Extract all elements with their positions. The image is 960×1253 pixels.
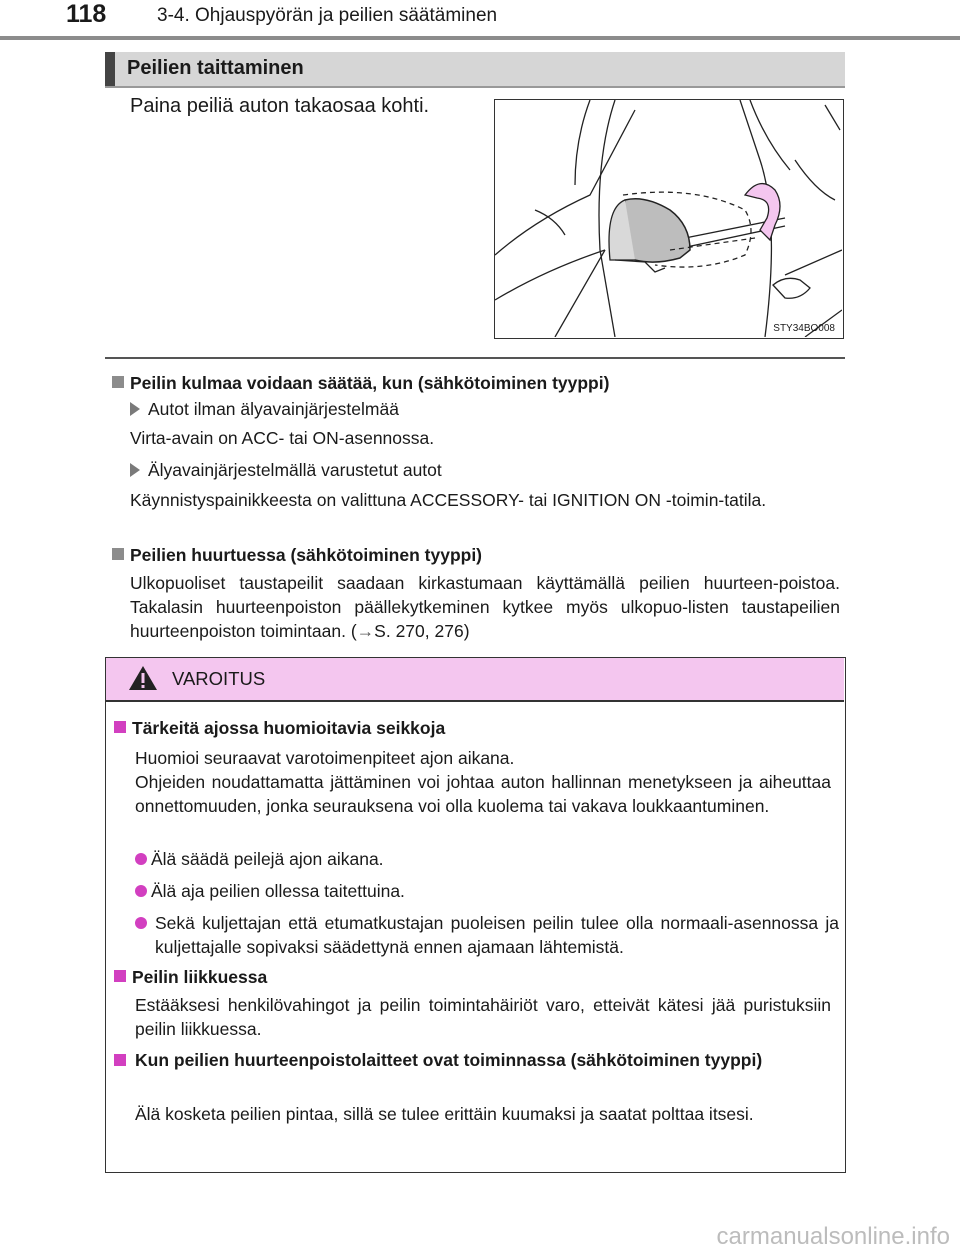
sub-item-text: Käynnistyspainikkeesta on valittuna ACCESSORY- tai IGNITION ON -toimin-tatila. xyxy=(130,490,767,510)
watermark: carmanualsonline.info xyxy=(716,1223,950,1250)
dot-bullet-icon xyxy=(135,885,147,897)
warning-triangle-icon xyxy=(128,665,158,691)
reference-arrow-icon: → xyxy=(356,621,375,641)
sub-item xyxy=(130,458,442,482)
warning-bullet-text: Älä säädä peilejä ajon aikana. xyxy=(151,849,384,869)
note-text xyxy=(130,571,840,643)
warning-header xyxy=(106,658,844,700)
warning-title: VAROITUS xyxy=(172,668,266,689)
sub-item-label: Älyavainjärjestelmällä varustetut autot xyxy=(148,460,442,480)
note-body: Ulkopuoliset taustapeilit saadaan kirkastumaan käyttämällä peilien huurteen-poistoa. Takalasin huurteenpoiston päällekytkeminen kytkee myös ulkopuo-listen taustapeilien huurteenpoiston toimintaan. ( xyxy=(130,573,840,641)
page-reference: S. 270, 276) xyxy=(374,621,470,641)
fold-arrow-icon xyxy=(745,184,780,240)
arrow-bullet-icon xyxy=(130,402,140,416)
warning-text: Ohjeiden noudattamatta jättäminen voi johtaa auton hallinnan menetykseen ja aiheuttaa onnettomuuden, jonka seurauksena voi olla kuolema tai vakava loukkaantuminen. xyxy=(135,772,831,816)
warning-heading xyxy=(114,716,445,740)
warning-bullet xyxy=(135,911,839,959)
mirror-illustration xyxy=(494,99,844,339)
sub-item-text: Virta-avain on ACC- tai ON-asennossa. xyxy=(130,428,435,448)
dot-bullet-icon xyxy=(135,917,147,929)
square-bullet-icon xyxy=(114,1054,126,1066)
section-heading xyxy=(105,52,845,86)
warning-text: Älä kosketa peilien pintaa, sillä se tulee erittäin kuumaksi ja saatat polttaa itsesi. xyxy=(135,1104,754,1124)
warning-rule xyxy=(106,700,844,702)
sub-item-label: Autot ilman älyavainjärjestelmää xyxy=(148,399,399,419)
dot-bullet-icon xyxy=(135,853,147,865)
note-heading-text: Peilien huurtuessa (sähkötoiminen tyyppi) xyxy=(130,545,483,565)
section-heading-bar xyxy=(105,52,115,86)
warning-text: Estääksesi henkilövahingot ja peilin toimintahäiriöt varo, etteivät kätesi jää puristuksiin peilin liikkuessa. xyxy=(135,995,831,1039)
warning-heading xyxy=(114,965,267,989)
warning-heading-text: Kun peilien huurteenpoistolaitteet ovat toiminnassa (sähkötoiminen tyyppi) xyxy=(135,1050,763,1070)
note-heading-text: Peilin kulmaa voidaan säätää, kun (sähkötoiminen tyyppi) xyxy=(130,373,610,393)
warning-heading-text: Tärkeitä ajossa huomioitavia seikkoja xyxy=(132,718,446,738)
square-bullet-icon xyxy=(114,970,126,982)
section-title: Peilien taittaminen xyxy=(127,57,304,79)
warning-bullet xyxy=(135,847,384,871)
section-rule xyxy=(105,86,845,88)
mirror-drawing xyxy=(495,100,842,337)
warning-bullet xyxy=(135,879,405,903)
square-bullet-icon xyxy=(112,548,124,560)
figure-code: STY34BO008 xyxy=(773,323,835,334)
warning-bullet-text: Älä aja peilien ollessa taitettuina. xyxy=(151,881,405,901)
warning-text: Huomioi seuraavat varotoimenpiteet ajon aikana. xyxy=(135,748,515,768)
chapter-title: 3-4. Ohjauspyörän ja peilien säätäminen xyxy=(157,5,498,26)
note-heading xyxy=(112,371,609,395)
page-number: 118 xyxy=(66,0,107,28)
square-bullet-icon xyxy=(114,721,126,733)
intro-text: Paina peiliä auton takaosaa kohti. xyxy=(130,95,430,117)
arrow-bullet-icon xyxy=(130,463,140,477)
sub-item xyxy=(130,397,399,421)
section-divider xyxy=(105,357,845,359)
warning-heading xyxy=(114,1048,839,1072)
warning-heading-text: Peilin liikkuessa xyxy=(132,967,268,987)
square-bullet-icon xyxy=(112,376,124,388)
door-handle xyxy=(773,278,810,298)
header-rule xyxy=(0,36,960,40)
warning-bullet-text: Sekä kuljettajan että etumatkustajan puoleisen peilin tulee olla normaali-asennossa ja kuljettajalle sopivaksi säädettynä ennen ajamaan lähtemistä. xyxy=(155,913,839,957)
warning-box xyxy=(105,657,846,1173)
note-heading xyxy=(112,543,482,567)
